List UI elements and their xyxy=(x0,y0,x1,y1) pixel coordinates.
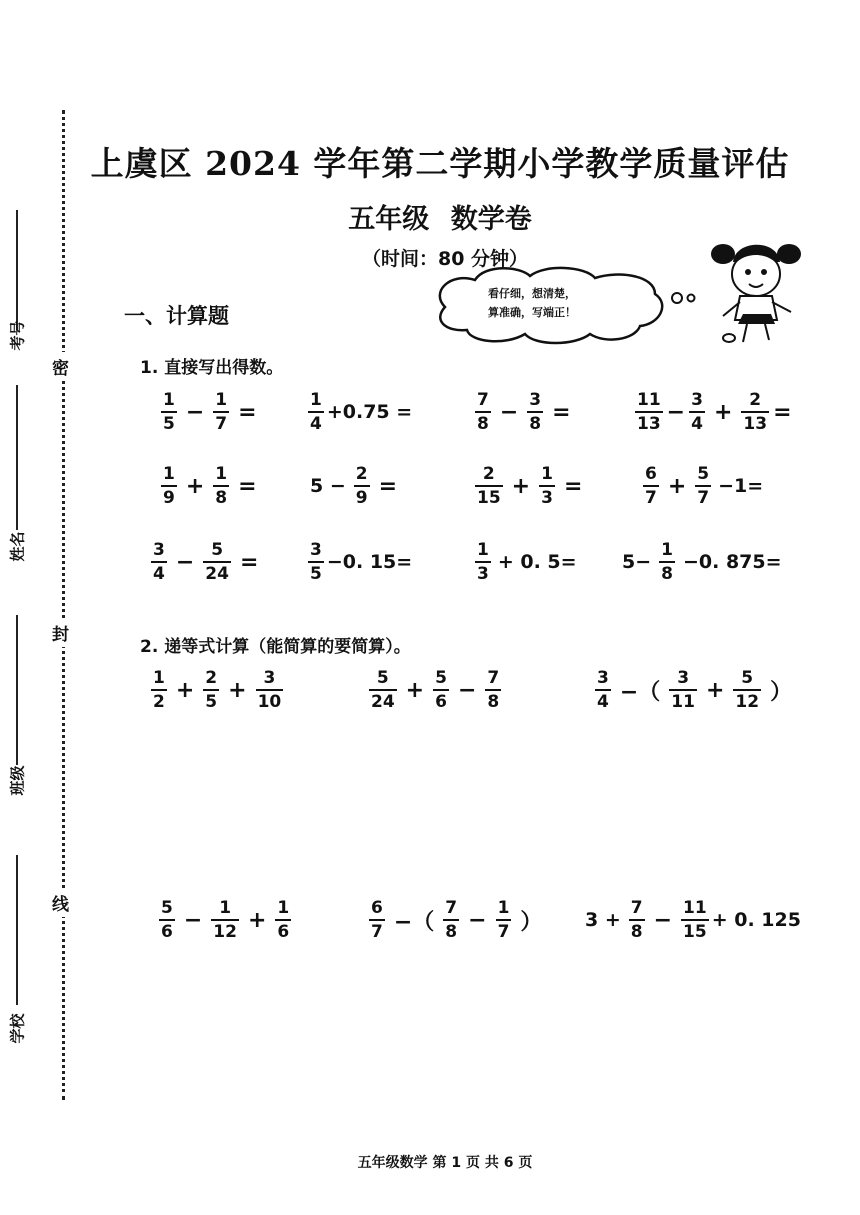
denominator: 8 xyxy=(630,922,643,943)
numerator: 1 xyxy=(277,898,290,918)
denominator: 13 xyxy=(743,414,768,435)
fraction xyxy=(733,668,761,713)
numerator: 2 xyxy=(355,464,368,484)
q1-r2c2 xyxy=(310,464,403,509)
operator: −（ xyxy=(393,909,435,935)
operator: + xyxy=(667,473,687,499)
operator: −（ xyxy=(619,679,661,705)
class-label: 班级 xyxy=(8,765,27,796)
name-label: 姓名 xyxy=(8,531,27,562)
fraction xyxy=(485,668,501,713)
denominator: 8 xyxy=(487,692,500,713)
numerator: 3 xyxy=(529,390,542,410)
numerator: 1 xyxy=(310,390,322,410)
fraction xyxy=(213,390,229,435)
q2-expr-4 xyxy=(156,898,294,943)
denominator: 7 xyxy=(371,922,383,943)
q1-r2c3 xyxy=(472,464,588,509)
seal-char-mi: 密 xyxy=(52,352,69,381)
denominator: 7 xyxy=(497,922,510,943)
operator: + xyxy=(228,677,247,703)
numerator: 11 xyxy=(637,390,661,410)
denominator: 9 xyxy=(163,488,175,509)
denominator: 4 xyxy=(691,414,703,435)
fraction xyxy=(161,390,177,435)
numerator: 3 xyxy=(263,668,276,688)
fraction xyxy=(695,464,711,509)
denominator: 4 xyxy=(153,564,165,585)
expression-tail: −0. 15= xyxy=(326,551,413,574)
denominator: 5 xyxy=(205,692,218,713)
numerator: 3 xyxy=(153,540,165,560)
expression-tail: + 0. 5= xyxy=(497,551,577,574)
fraction xyxy=(308,540,324,585)
time-limit: （时间：80 分钟） xyxy=(361,248,529,270)
denominator: 12 xyxy=(735,692,760,713)
expression-tail: −1= xyxy=(718,475,764,498)
numerator: 3 xyxy=(597,668,609,688)
school-line xyxy=(16,855,18,1005)
question-1-title: 1. 直接写出得数。 xyxy=(140,358,284,378)
denominator: 4 xyxy=(310,414,322,435)
fraction xyxy=(443,898,459,943)
numerator: 1 xyxy=(219,898,232,918)
fraction xyxy=(475,390,491,435)
numerator: 1 xyxy=(497,898,510,918)
numerator: 5 xyxy=(741,668,754,688)
q1-r2c1 xyxy=(158,464,263,509)
numerator: 5 xyxy=(161,898,173,918)
operator: + xyxy=(705,677,725,703)
expression-tail: +0.75 = xyxy=(326,401,413,424)
denominator: 5 xyxy=(163,414,175,435)
fraction xyxy=(635,390,663,435)
numerator: 5 xyxy=(435,668,447,688)
question-2-title: 2. 递等式计算（能简算的要简算）。 xyxy=(140,637,411,657)
operator: − xyxy=(175,549,195,575)
seal-char-feng: 封 xyxy=(52,618,69,647)
fraction xyxy=(681,898,709,943)
operator: − xyxy=(457,677,477,703)
numerator: 1 xyxy=(215,464,228,484)
denominator: 8 xyxy=(529,414,542,435)
fraction xyxy=(275,898,291,943)
page-title: 上虞区 2024 学年第二学期小学教学质量评估 xyxy=(90,144,790,183)
numerator: 3 xyxy=(691,390,703,410)
operator: − xyxy=(653,907,673,933)
operator: + xyxy=(185,473,205,499)
operator: − xyxy=(666,399,686,425)
denominator: 2 xyxy=(153,692,165,713)
operator: − xyxy=(468,907,487,933)
fraction xyxy=(369,668,397,713)
equals-sign: = xyxy=(563,473,583,499)
denominator: 8 xyxy=(661,564,673,585)
fraction xyxy=(475,540,491,585)
page-subtitle xyxy=(0,197,860,236)
expression-lead: 5− xyxy=(622,551,652,574)
equals-sign: = xyxy=(239,549,259,575)
denominator: 24 xyxy=(205,564,229,585)
operator: ） xyxy=(520,909,543,935)
numerator: 7 xyxy=(445,898,458,918)
fraction xyxy=(256,668,284,713)
seal-char-xian: 线 xyxy=(52,888,69,917)
fraction xyxy=(203,540,231,585)
denominator: 8 xyxy=(445,922,458,943)
denominator: 6 xyxy=(435,692,447,713)
fraction xyxy=(669,668,697,713)
q1-r1c4 xyxy=(632,390,793,435)
operator: ） xyxy=(770,679,793,705)
expression-lead: 3 + xyxy=(585,909,621,932)
numerator: 7 xyxy=(487,668,500,688)
numerator: 5 xyxy=(211,540,224,560)
numerator: 2 xyxy=(749,390,762,410)
numerator: 5 xyxy=(697,464,710,484)
q1-r3c4 xyxy=(622,540,782,585)
numerator: 2 xyxy=(482,464,495,484)
operator: + xyxy=(713,399,733,425)
q2-expr-5 xyxy=(366,898,548,943)
denominator: 15 xyxy=(683,922,707,943)
operator: − xyxy=(499,399,519,425)
equals-sign: = xyxy=(238,399,257,425)
fraction xyxy=(595,668,611,713)
fraction xyxy=(159,898,175,943)
denominator: 7 xyxy=(215,414,228,435)
fraction xyxy=(496,898,512,943)
numerator: 1 xyxy=(163,390,175,410)
fraction xyxy=(151,540,167,585)
fraction xyxy=(308,390,324,435)
fraction xyxy=(527,390,543,435)
q2-expr-6 xyxy=(585,898,801,943)
q1-r3c3 xyxy=(472,540,577,585)
operator: + xyxy=(247,907,267,933)
equals-sign: = xyxy=(378,473,398,499)
numerator: 6 xyxy=(645,464,657,484)
operator: − xyxy=(185,399,205,425)
numerator: 3 xyxy=(677,668,690,688)
expression-tail: −0. 875= xyxy=(682,551,782,574)
numerator: 1 xyxy=(661,540,673,560)
operator: + xyxy=(175,677,195,703)
numerator: 3 xyxy=(310,540,322,560)
equals-sign: = xyxy=(773,399,792,425)
denominator: 12 xyxy=(213,922,237,943)
operator: + xyxy=(511,473,531,499)
numerator: 1 xyxy=(477,540,489,560)
fraction xyxy=(659,540,675,585)
operator: − xyxy=(183,907,203,933)
numerator: 7 xyxy=(630,898,643,918)
denominator: 7 xyxy=(697,488,710,509)
name-line xyxy=(16,385,18,530)
numerator: 1 xyxy=(215,390,228,410)
fraction xyxy=(213,464,229,509)
denominator: 5 xyxy=(310,564,322,585)
fraction xyxy=(629,898,645,943)
denominator: 9 xyxy=(355,488,368,509)
girl-cartoon-icon xyxy=(705,232,805,347)
q2-expr-3 xyxy=(592,668,798,713)
fraction xyxy=(151,668,167,713)
equals-sign: = xyxy=(552,399,571,425)
bubble-line-2: 算准确，写端正！ xyxy=(488,306,576,319)
denominator: 10 xyxy=(257,692,282,713)
school-label: 学校 xyxy=(8,1013,27,1044)
denominator: 24 xyxy=(371,692,395,713)
numerator: 6 xyxy=(371,898,383,918)
q2-expr-2 xyxy=(366,668,504,713)
numerator: 2 xyxy=(205,668,218,688)
fraction xyxy=(433,668,449,713)
denominator: 6 xyxy=(277,922,290,943)
page-footer: 五年级数学 第 1 页 共 6 页 xyxy=(357,1155,533,1171)
fraction xyxy=(643,464,659,509)
numerator: 1 xyxy=(153,668,165,688)
fraction xyxy=(741,390,769,435)
denominator: 8 xyxy=(477,414,489,435)
fraction xyxy=(354,464,370,509)
grade-label: 五年级 xyxy=(348,204,430,235)
fraction xyxy=(161,464,177,509)
fraction xyxy=(539,464,555,509)
q1-r3c1 xyxy=(148,540,264,585)
section-title: 一、计算题 xyxy=(124,304,229,328)
operator: + xyxy=(405,677,425,703)
expression-lead: 5 − xyxy=(310,475,346,498)
fraction xyxy=(475,464,503,509)
numerator: 7 xyxy=(477,390,489,410)
numerator: 5 xyxy=(376,668,389,688)
denominator: 3 xyxy=(477,564,489,585)
numerator: 1 xyxy=(541,464,553,484)
denominator: 4 xyxy=(597,692,609,713)
expression-tail: + 0. 125 xyxy=(711,909,801,932)
fraction xyxy=(689,390,705,435)
denominator: 3 xyxy=(541,488,553,509)
denominator: 6 xyxy=(161,922,173,943)
fraction xyxy=(369,898,385,943)
class-line xyxy=(16,615,18,765)
denominator: 13 xyxy=(637,414,661,435)
q1-r2c4 xyxy=(640,464,763,509)
bubble-line-1: 看仔细，想清楚， xyxy=(488,287,576,300)
q1-r3c2 xyxy=(305,540,412,585)
fraction xyxy=(211,898,239,943)
denominator: 15 xyxy=(477,488,501,509)
speech-bubble-text xyxy=(452,284,612,322)
subject-label: 数学卷 xyxy=(450,204,532,235)
q1-r1c3 xyxy=(472,390,577,435)
denominator: 7 xyxy=(645,488,657,509)
equals-sign: = xyxy=(238,473,257,499)
denominator: 11 xyxy=(671,692,695,713)
q1-r1c2 xyxy=(305,390,412,435)
numerator: 11 xyxy=(683,898,707,918)
q1-r1c1 xyxy=(158,390,263,435)
q2-expr-1 xyxy=(148,668,286,713)
exam-number-label: 考号 xyxy=(8,320,27,351)
numerator: 1 xyxy=(163,464,175,484)
fraction xyxy=(203,668,219,713)
denominator: 8 xyxy=(215,488,228,509)
